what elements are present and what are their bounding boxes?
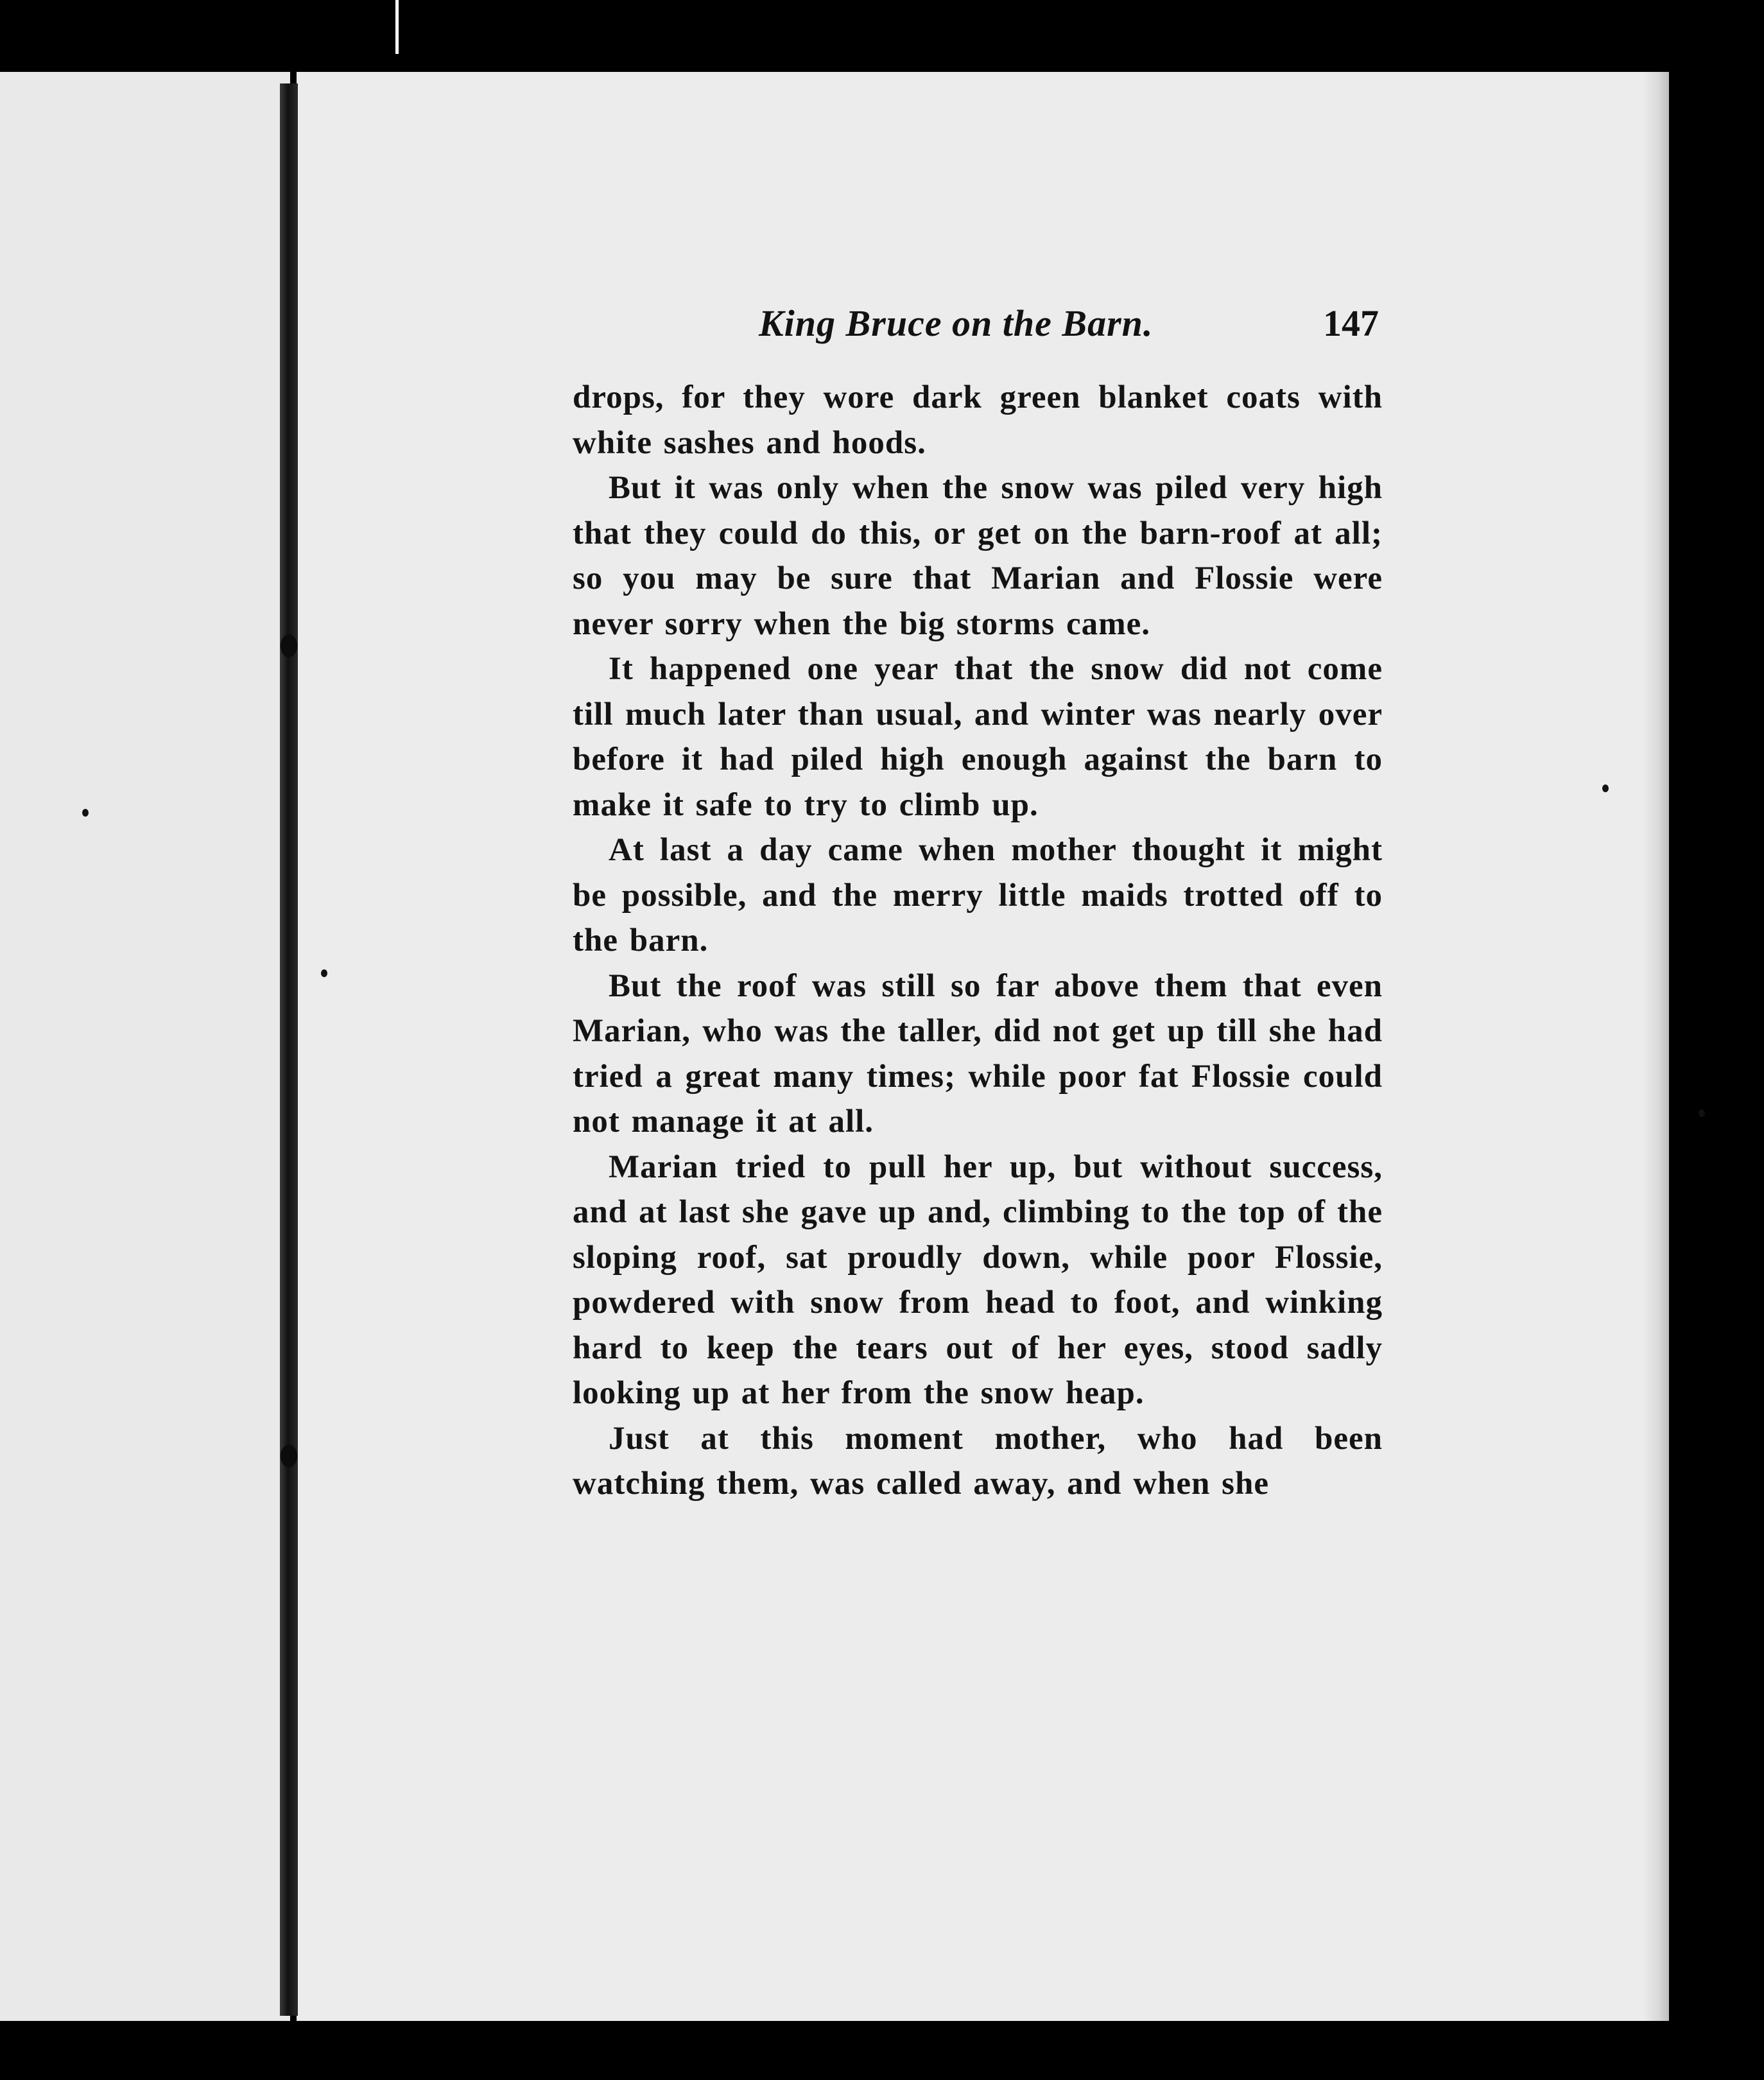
paragraph: At last a day came when mother thought it might be possible, and the merry little maids trotted off to the barn. — [573, 832, 1383, 958]
paragraph: Just at this moment mother, who had been watching them, was called away, and when she — [573, 1420, 1383, 1502]
page-edge-shadow — [1643, 72, 1669, 2021]
paragraph: It happened one year that the snow did not come till much later than usual, and winter was nearly over before it had piled high enough against the barn to make it safe to try to climb up. — [573, 651, 1383, 823]
left-page — [0, 72, 290, 2021]
binding-gutter — [280, 83, 298, 2016]
running-title: King Bruce on the Barn. — [759, 302, 1154, 344]
scan-speck — [1602, 784, 1609, 792]
page-header — [573, 302, 1383, 353]
binding-stitch — [281, 1444, 297, 1468]
paragraph: drops, for they wore dark green blanket coats with white sashes and hoods. — [573, 379, 1383, 461]
binding-stitch — [281, 634, 297, 657]
paragraph: But the roof was still so far above them that even Marian, who was the taller, did not get up till she had tried a great many times; while poor fat Flossie could not manage it at all. — [573, 967, 1383, 1140]
scan-edge-mark — [395, 0, 399, 54]
page-number: 147 — [1323, 302, 1379, 344]
scan-speck — [321, 969, 327, 977]
body-text — [573, 375, 1383, 1507]
paragraph: Marian tried to pull her up, but without success, and at last she gave up and, climbing to the top of the sloping roof, sat proudly down, while poor Flossie, powdered with snow from head to foot, and winking hard to keep the tears out of her eyes, stood sadly looking up at her from the snow heap. — [573, 1148, 1383, 1411]
scan-speck — [82, 809, 89, 817]
scan-speck — [1699, 1109, 1705, 1117]
paragraph: But it was only when the snow was piled very high that they could do this, or get on the barn-roof at all; so you may be sure that Marian and Flossie were never sorry when the big storms came. — [573, 470, 1383, 642]
